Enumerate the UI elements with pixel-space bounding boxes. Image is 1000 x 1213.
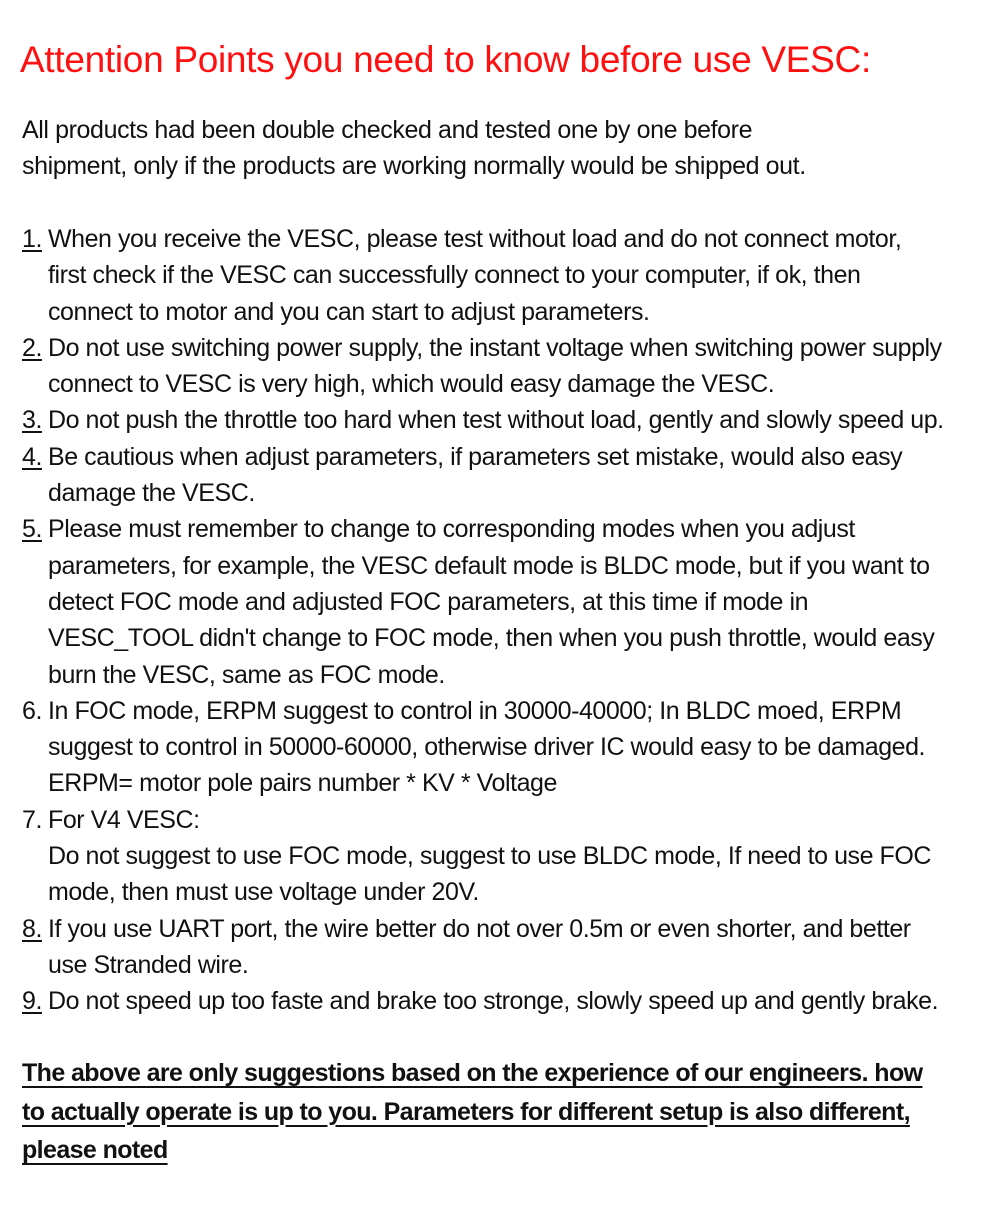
item-line: VESC_TOOL didn't change to FOC mode, then when you push throttle, would easy	[48, 624, 935, 653]
item-line: When you receive the VESC, please test without load and do not connect motor,	[48, 225, 902, 253]
intro-paragraph	[22, 112, 982, 184]
item-line: For V4 VESC:	[48, 805, 200, 834]
item-number: 6.	[22, 696, 42, 725]
item-line: parameters, for example, the VESC default mode is BLDC mode, but if you want to	[48, 551, 930, 580]
item-line: Do not suggest to use FOC mode, suggest to use BLDC mode, If need to use FOC	[48, 842, 931, 871]
item-line: Please must remember to change to corresponding modes when you adjust	[48, 515, 855, 544]
item-line: Be cautious when adjust parameters, if parameters set mistake, would also easy	[48, 442, 903, 471]
item-number: 2.	[22, 333, 42, 362]
item-number: 7.	[22, 805, 42, 834]
item-number: 1.	[22, 225, 42, 253]
item-line: first check if the VESC can successfully connect to your computer, if ok, then	[48, 261, 861, 290]
attention-item-5	[22, 511, 997, 692]
item-line: connect to motor and you can start to adjust parameters.	[48, 297, 650, 326]
item-number: 8.	[22, 914, 42, 943]
intro-line: shipment, only if the products are working normally would be shipped out.	[22, 152, 806, 180]
notice-line: to actually operate is up to you. Parameters for different setup is also different,	[22, 1097, 910, 1126]
item-line: connect to VESC is very high, which would easy damage the VESC.	[48, 370, 775, 399]
attention-item-4	[22, 439, 997, 512]
item-line: suggest to control in 50000-60000, otherwise driver IC would easy to be damaged.	[48, 733, 926, 762]
item-line: detect FOC mode and adjusted FOC parameters, at this time if mode in	[48, 587, 809, 616]
item-line: damage the VESC.	[48, 479, 255, 508]
disclaimer-notice	[22, 1054, 987, 1170]
item-number: 3.	[22, 406, 42, 435]
notice-line: The above are only suggestions based on the experience of our engineers. how	[22, 1059, 923, 1087]
item-line: mode, then must use voltage under 20V.	[48, 878, 479, 907]
attention-item-8	[22, 911, 997, 984]
attention-item-2	[22, 330, 997, 403]
item-line: In FOC mode, ERPM suggest to control in 30000-40000; In BLDC moed, ERPM	[48, 696, 902, 725]
attention-item-1	[22, 221, 997, 330]
item-line: use Stranded wire.	[48, 950, 249, 979]
page-title: Attention Points you need to know before use VESC:	[20, 39, 871, 80]
item-number: 9.	[22, 987, 42, 1016]
attention-list	[22, 221, 997, 1020]
attention-item-7	[22, 802, 997, 911]
item-line: ERPM= motor pole pairs number * KV * Voltage	[48, 769, 557, 798]
item-line: If you use UART port, the wire better do not over 0.5m or even shorter, and better	[48, 914, 911, 943]
item-line: burn the VESC, same as FOC mode.	[48, 660, 445, 689]
item-line: Do not use switching power supply, the instant voltage when switching power supply	[48, 333, 942, 362]
item-number: 5.	[22, 515, 42, 544]
attention-item-3	[22, 402, 997, 438]
attention-item-6	[22, 693, 997, 802]
intro-line: All products had been double checked and tested one by one before	[22, 116, 753, 144]
attention-item-9	[22, 983, 997, 1019]
item-line: Do not push the throttle too hard when test without load, gently and slowly speed up.	[48, 406, 944, 435]
item-number: 4.	[22, 442, 42, 471]
notice-line: please noted	[22, 1136, 168, 1164]
item-line: Do not speed up too faste and brake too stronge, slowly speed up and gently brake.	[48, 987, 939, 1016]
